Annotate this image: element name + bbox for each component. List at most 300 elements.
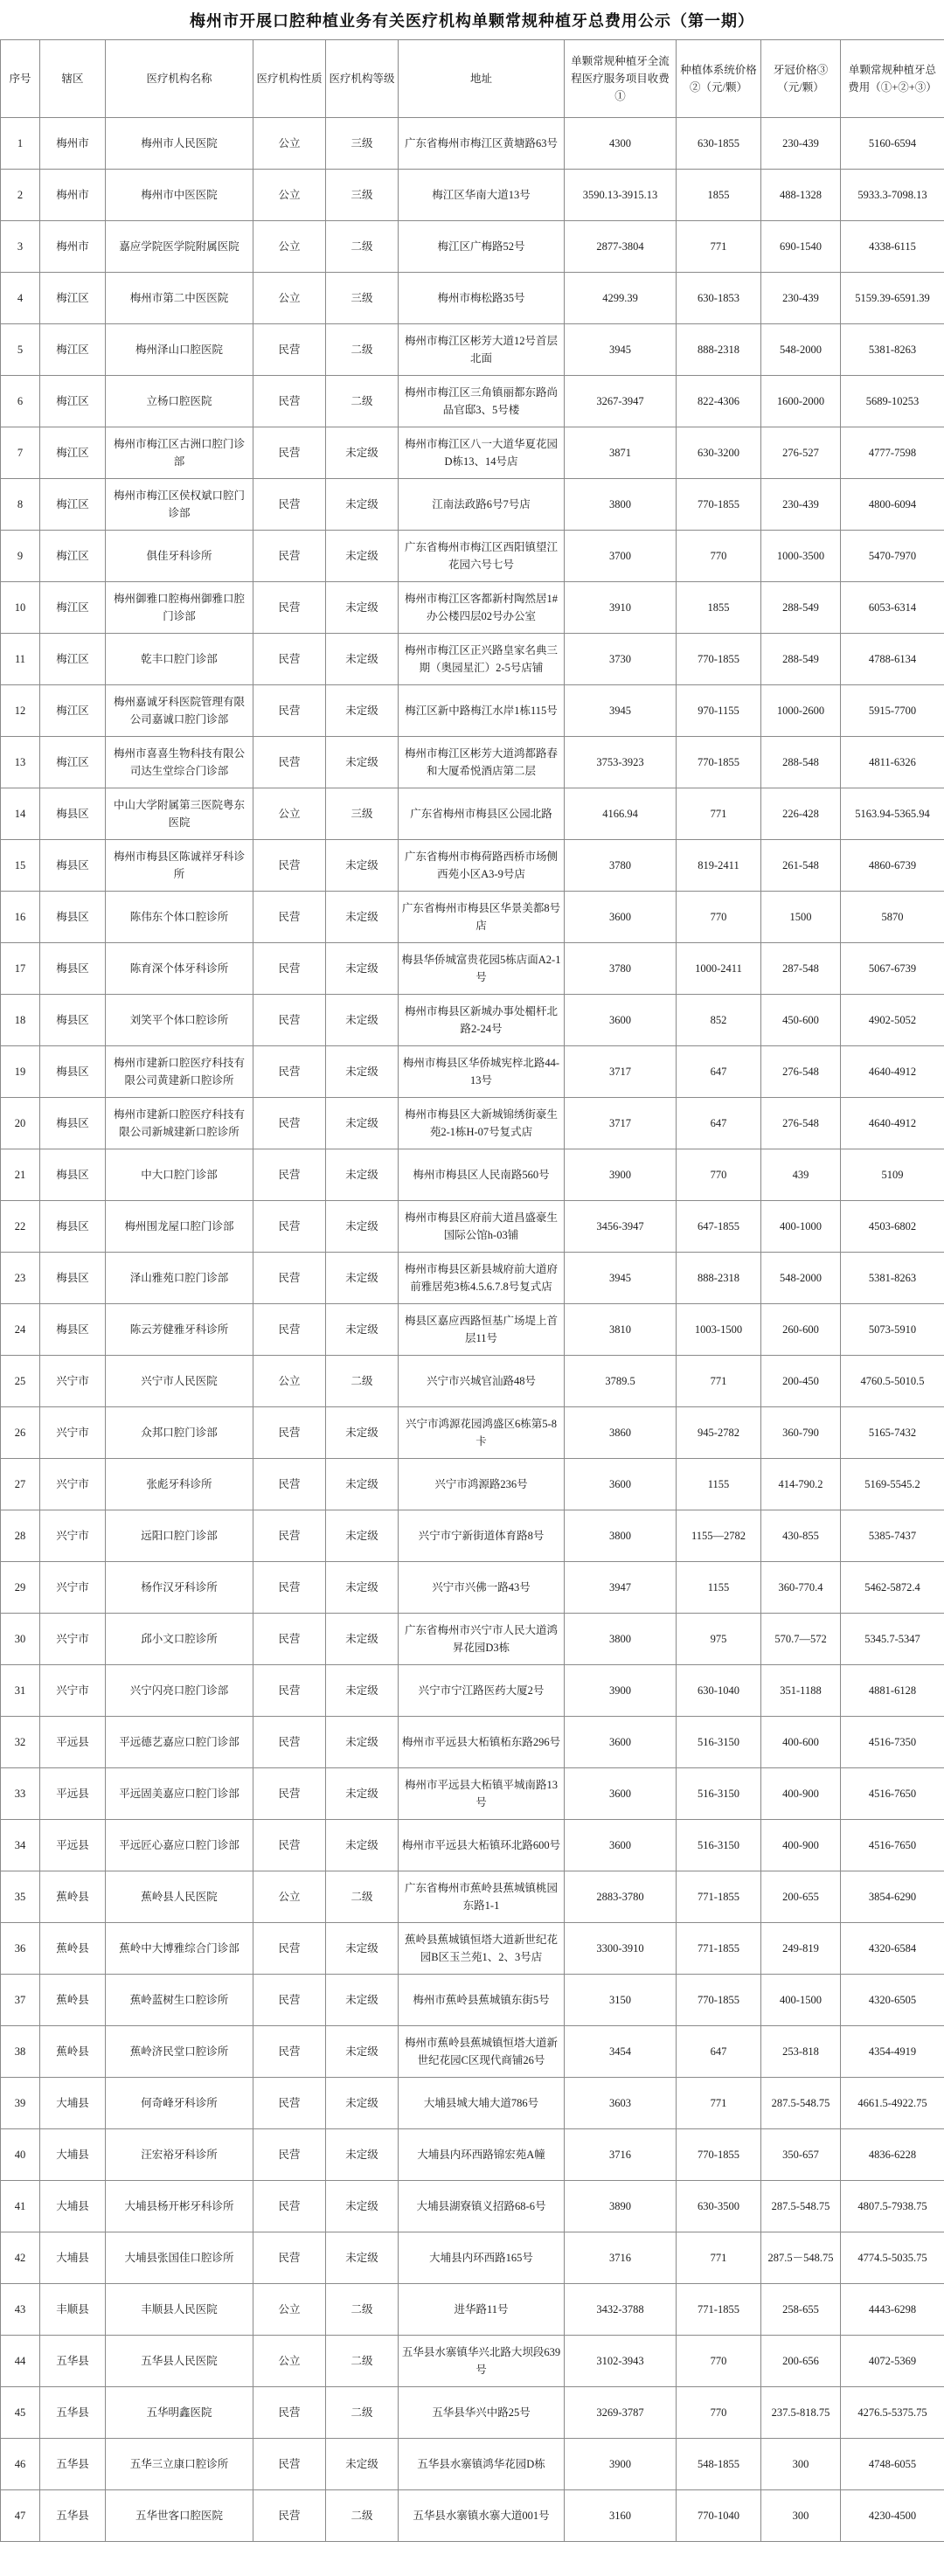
- cell-address: 大埔县城大埔大道786号: [399, 2078, 565, 2129]
- cell-service-fee: 3871: [565, 427, 677, 479]
- cell-total-fee: 5470-7970: [841, 531, 944, 582]
- cell-level: 二级: [326, 1871, 399, 1923]
- cell-service-fee: 3800: [565, 479, 677, 531]
- cell-level: 未定级: [326, 582, 399, 634]
- cell-name: 梅州御雅口腔梅州御雅口腔门诊部: [106, 582, 253, 634]
- cell-total-fee: 4760.5-5010.5: [841, 1356, 944, 1407]
- cell-total-fee: 5169-5545.2: [841, 1459, 944, 1510]
- table-row: [1, 1665, 944, 1717]
- cell-level: 未定级: [326, 1304, 399, 1356]
- cell-service-fee: 3910: [565, 582, 677, 634]
- cell-no: 6: [1, 376, 40, 427]
- cell-crown-price: 414-790.2: [761, 1459, 841, 1510]
- cell-no: 14: [1, 788, 40, 840]
- cell-district: 兴宁市: [40, 1562, 106, 1614]
- cell-implant-price: 770: [677, 1149, 761, 1201]
- table-row: [1, 840, 944, 892]
- cell-no: 5: [1, 324, 40, 376]
- cell-nature: 民营: [253, 1562, 326, 1614]
- cell-total-fee: 4836-6228: [841, 2129, 944, 2181]
- cell-implant-price: 516-3150: [677, 1717, 761, 1768]
- cell-district: 兴宁市: [40, 1459, 106, 1510]
- cell-crown-price: 400-900: [761, 1820, 841, 1871]
- table-row: [1, 2026, 944, 2078]
- cell-name: 梅州市梅江区古洲口腔门诊部: [106, 427, 253, 479]
- cell-service-fee: 3454: [565, 2026, 677, 2078]
- cell-implant-price: 516-3150: [677, 1768, 761, 1820]
- table-row: [1, 2232, 944, 2284]
- cell-implant-price: 770-1855: [677, 1975, 761, 2026]
- cell-nature: 民营: [253, 737, 326, 788]
- cell-service-fee: 3700: [565, 531, 677, 582]
- cell-implant-price: 630-3200: [677, 427, 761, 479]
- cell-implant-price: 888-2318: [677, 1253, 761, 1304]
- table-header: [1, 40, 944, 118]
- cell-district: 梅江区: [40, 634, 106, 685]
- cell-level: 三级: [326, 170, 399, 221]
- cell-address: 梅州市梅江区彬芳大道12号首层北面: [399, 324, 565, 376]
- cell-address: 大埔县内环西路锦宏苑A幢: [399, 2129, 565, 2181]
- table-row: [1, 273, 944, 324]
- cell-level: 未定级: [326, 1665, 399, 1717]
- cell-no: 39: [1, 2078, 40, 2129]
- cell-implant-price: 630-1853: [677, 273, 761, 324]
- header-name: 医疗机构名称: [106, 40, 253, 118]
- cell-name: 梅州围龙屋口腔门诊部: [106, 1201, 253, 1253]
- cell-name: 平远固美嘉应口腔门诊部: [106, 1768, 253, 1820]
- cell-crown-price: 287.5-548.75: [761, 2181, 841, 2232]
- cell-total-fee: 4640-4912: [841, 1098, 944, 1149]
- cell-level: 二级: [326, 376, 399, 427]
- cell-name: 五华县人民医院: [106, 2336, 253, 2387]
- cell-total-fee: 5462-5872.4: [841, 1562, 944, 1614]
- cell-crown-price: 360-790: [761, 1407, 841, 1459]
- cell-crown-price: 287.5－548.75: [761, 2232, 841, 2284]
- table-row: [1, 1149, 944, 1201]
- table-row: [1, 2129, 944, 2181]
- cell-name: 乾丰口腔门诊部: [106, 634, 253, 685]
- cell-level: 未定级: [326, 2129, 399, 2181]
- cell-no: 46: [1, 2439, 40, 2490]
- table-row: [1, 1510, 944, 1562]
- cell-name: 泽山雅苑口腔门诊部: [106, 1253, 253, 1304]
- cell-crown-price: 360-770.4: [761, 1562, 841, 1614]
- cell-district: 平远县: [40, 1820, 106, 1871]
- cell-district: 大埔县: [40, 2181, 106, 2232]
- cell-implant-price: 647: [677, 2026, 761, 2078]
- cell-name: 邱小文口腔诊所: [106, 1614, 253, 1665]
- cell-name: 张彪牙科诊所: [106, 1459, 253, 1510]
- cell-implant-price: 771: [677, 1356, 761, 1407]
- cell-address: 梅州市梅江区客都新村陶然居1#办公楼四层02号办公室: [399, 582, 565, 634]
- cell-name: 陈伟东个体口腔诊所: [106, 892, 253, 943]
- cell-nature: 民营: [253, 479, 326, 531]
- cell-service-fee: 2877-3804: [565, 221, 677, 273]
- table-row: [1, 479, 944, 531]
- cell-name: 陈育深个体牙科诊所: [106, 943, 253, 995]
- cell-implant-price: 770: [677, 892, 761, 943]
- cell-service-fee: 3945: [565, 685, 677, 737]
- cell-name: 梅州市梅县区陈诚祥牙科诊所: [106, 840, 253, 892]
- cell-service-fee: 3300-3910: [565, 1923, 677, 1975]
- cell-implant-price: 770: [677, 531, 761, 582]
- cell-no: 43: [1, 2284, 40, 2336]
- cell-address: 兴宁市兴城官汕路48号: [399, 1356, 565, 1407]
- cell-nature: 民营: [253, 943, 326, 995]
- cell-no: 9: [1, 531, 40, 582]
- cell-no: 47: [1, 2490, 40, 2542]
- header-level: 医疗机构等级: [326, 40, 399, 118]
- cell-address: 五华县华兴中路25号: [399, 2387, 565, 2439]
- cell-name: 五华明鑫医院: [106, 2387, 253, 2439]
- table-row: [1, 1614, 944, 1665]
- cell-name: 兴宁市人民医院: [106, 1356, 253, 1407]
- cell-total-fee: 5870: [841, 892, 944, 943]
- cell-implant-price: 888-2318: [677, 324, 761, 376]
- cell-level: 未定级: [326, 1614, 399, 1665]
- cell-district: 五华县: [40, 2336, 106, 2387]
- cell-total-fee: 6053-6314: [841, 582, 944, 634]
- cell-service-fee: 3945: [565, 1253, 677, 1304]
- cell-nature: 民营: [253, 1665, 326, 1717]
- cell-nature: 民营: [253, 1614, 326, 1665]
- cell-crown-price: 276-527: [761, 427, 841, 479]
- cell-district: 梅江区: [40, 531, 106, 582]
- cell-nature: 民营: [253, 1253, 326, 1304]
- cell-crown-price: 230-439: [761, 273, 841, 324]
- cell-address: 五华县水寨镇鸿华花园D栋: [399, 2439, 565, 2490]
- cell-level: 未定级: [326, 1820, 399, 1871]
- cell-level: 未定级: [326, 2026, 399, 2078]
- cell-service-fee: 3789.5: [565, 1356, 677, 1407]
- cell-district: 丰顺县: [40, 2284, 106, 2336]
- cell-total-fee: 4902-5052: [841, 995, 944, 1046]
- cell-no: 21: [1, 1149, 40, 1201]
- cell-crown-price: 1000-3500: [761, 531, 841, 582]
- cell-nature: 民营: [253, 324, 326, 376]
- cell-implant-price: 822-4306: [677, 376, 761, 427]
- cell-address: 广东省梅州市梅江区西阳镇望江花园六号七号: [399, 531, 565, 582]
- table-row: [1, 737, 944, 788]
- cell-total-fee: 3854-6290: [841, 1871, 944, 1923]
- table-row: [1, 221, 944, 273]
- cell-address: 梅州市平远县大柘镇柘东路296号: [399, 1717, 565, 1768]
- cell-no: 27: [1, 1459, 40, 1510]
- cell-total-fee: 5165-7432: [841, 1407, 944, 1459]
- cell-no: 10: [1, 582, 40, 634]
- table-row: [1, 2181, 944, 2232]
- cell-name: 众邦口腔门诊部: [106, 1407, 253, 1459]
- cell-address: 梅州市梅县区新县城府前大道府前雅居苑3栋4.5.6.7.8号复式店: [399, 1253, 565, 1304]
- cell-address: 广东省梅州市梅县区公园北路: [399, 788, 565, 840]
- cell-nature: 公立: [253, 221, 326, 273]
- cell-level: 未定级: [326, 1768, 399, 1820]
- cell-total-fee: 4072-5369: [841, 2336, 944, 2387]
- cell-implant-price: 771: [677, 788, 761, 840]
- cell-nature: 民营: [253, 1098, 326, 1149]
- cell-total-fee: 4774.5-5035.75: [841, 2232, 944, 2284]
- table-row: [1, 685, 944, 737]
- cell-crown-price: 200-450: [761, 1356, 841, 1407]
- cell-no: 45: [1, 2387, 40, 2439]
- cell-name: 五华世客口腔医院: [106, 2490, 253, 2542]
- cell-service-fee: 3800: [565, 1614, 677, 1665]
- cell-crown-price: 200-656: [761, 2336, 841, 2387]
- cell-level: 未定级: [326, 479, 399, 531]
- cell-district: 兴宁市: [40, 1665, 106, 1717]
- cell-level: 未定级: [326, 1923, 399, 1975]
- cell-name: 梅州市建新口腔医疗科技有限公司新城建新口腔诊所: [106, 1098, 253, 1149]
- cell-district: 梅江区: [40, 427, 106, 479]
- cell-implant-price: 770: [677, 2387, 761, 2439]
- cell-nature: 民营: [253, 1923, 326, 1975]
- fee-table: [0, 39, 944, 2542]
- cell-no: 1: [1, 118, 40, 170]
- cell-total-fee: 4640-4912: [841, 1046, 944, 1098]
- cell-service-fee: 3600: [565, 995, 677, 1046]
- cell-nature: 民营: [253, 1201, 326, 1253]
- cell-no: 8: [1, 479, 40, 531]
- cell-crown-price: 400-1500: [761, 1975, 841, 2026]
- cell-address: 梅州市梅县区大新城锦绣街豪生苑2-1栋H-07号复式店: [399, 1098, 565, 1149]
- table-row: [1, 1407, 944, 1459]
- cell-service-fee: 3810: [565, 1304, 677, 1356]
- cell-nature: 民营: [253, 2078, 326, 2129]
- cell-level: 未定级: [326, 1459, 399, 1510]
- cell-level: 二级: [326, 1356, 399, 1407]
- cell-service-fee: 3730: [565, 634, 677, 685]
- cell-crown-price: 300: [761, 2439, 841, 2490]
- cell-service-fee: 3267-3947: [565, 376, 677, 427]
- cell-nature: 民营: [253, 1768, 326, 1820]
- cell-implant-price: 770-1855: [677, 2129, 761, 2181]
- cell-total-fee: 5067-6739: [841, 943, 944, 995]
- cell-crown-price: 488-1328: [761, 170, 841, 221]
- cell-district: 梅县区: [40, 1201, 106, 1253]
- cell-service-fee: 3900: [565, 1665, 677, 1717]
- table-row: [1, 1356, 944, 1407]
- cell-nature: 民营: [253, 840, 326, 892]
- cell-district: 梅县区: [40, 788, 106, 840]
- table-row: [1, 2490, 944, 2542]
- cell-address: 梅州市平远县大柘镇环北路600号: [399, 1820, 565, 1871]
- cell-district: 梅江区: [40, 479, 106, 531]
- cell-name: 刘笑平个体口腔诊所: [106, 995, 253, 1046]
- cell-implant-price: 771-1855: [677, 1871, 761, 1923]
- cell-address: 江南法政路6号7号店: [399, 479, 565, 531]
- cell-service-fee: 3456-3947: [565, 1201, 677, 1253]
- header-address: 地址: [399, 40, 565, 118]
- cell-total-fee: 4661.5-4922.75: [841, 2078, 944, 2129]
- cell-nature: 公立: [253, 273, 326, 324]
- cell-district: 梅县区: [40, 892, 106, 943]
- cell-district: 兴宁市: [40, 1356, 106, 1407]
- cell-nature: 民营: [253, 634, 326, 685]
- cell-name: 平远德艺嘉应口腔门诊部: [106, 1717, 253, 1768]
- cell-address: 五华县水寨镇华兴北路大坝段639号: [399, 2336, 565, 2387]
- cell-district: 梅江区: [40, 324, 106, 376]
- cell-address: 兴宁市兴佛一路43号: [399, 1562, 565, 1614]
- cell-name: 嘉应学院医学院附属医院: [106, 221, 253, 273]
- cell-address: 梅州市平远县大柘镇平城南路13号: [399, 1768, 565, 1820]
- cell-total-fee: 4800-6094: [841, 479, 944, 531]
- table-row: [1, 2387, 944, 2439]
- cell-crown-price: 276-548: [761, 1098, 841, 1149]
- cell-district: 梅县区: [40, 943, 106, 995]
- table-row: [1, 2078, 944, 2129]
- cell-nature: 民营: [253, 1975, 326, 2026]
- cell-level: 未定级: [326, 634, 399, 685]
- cell-level: 三级: [326, 118, 399, 170]
- cell-implant-price: 771: [677, 221, 761, 273]
- table-row: [1, 531, 944, 582]
- cell-total-fee: 4320-6505: [841, 1975, 944, 2026]
- cell-level: 未定级: [326, 1407, 399, 1459]
- table-row: [1, 2439, 944, 2490]
- cell-nature: 公立: [253, 2284, 326, 2336]
- cell-no: 15: [1, 840, 40, 892]
- header-district: 辖区: [40, 40, 106, 118]
- cell-nature: 民营: [253, 1149, 326, 1201]
- cell-district: 梅县区: [40, 1098, 106, 1149]
- cell-level: 未定级: [326, 1253, 399, 1304]
- table-row: [1, 634, 944, 685]
- cell-total-fee: 4230-4500: [841, 2490, 944, 2542]
- cell-name: 梅州市中医医院: [106, 170, 253, 221]
- cell-crown-price: 300: [761, 2490, 841, 2542]
- cell-total-fee: 4320-6584: [841, 1923, 944, 1975]
- cell-district: 梅县区: [40, 1149, 106, 1201]
- cell-level: 二级: [326, 2284, 399, 2336]
- cell-nature: 公立: [253, 1356, 326, 1407]
- cell-no: 20: [1, 1098, 40, 1149]
- cell-no: 34: [1, 1820, 40, 1871]
- cell-service-fee: 3603: [565, 2078, 677, 2129]
- cell-total-fee: 5345.7-5347: [841, 1614, 944, 1665]
- cell-implant-price: 630-1040: [677, 1665, 761, 1717]
- cell-name: 远阳口腔门诊部: [106, 1510, 253, 1562]
- cell-district: 梅县区: [40, 1046, 106, 1098]
- cell-no: 25: [1, 1356, 40, 1407]
- cell-crown-price: 237.5-818.75: [761, 2387, 841, 2439]
- cell-crown-price: 276-548: [761, 1046, 841, 1098]
- cell-service-fee: 3780: [565, 840, 677, 892]
- cell-implant-price: 771-1855: [677, 1923, 761, 1975]
- cell-total-fee: 4503-6802: [841, 1201, 944, 1253]
- cell-implant-price: 770-1855: [677, 479, 761, 531]
- cell-total-fee: 5689-10253: [841, 376, 944, 427]
- cell-crown-price: 1000-2600: [761, 685, 841, 737]
- cell-district: 梅江区: [40, 376, 106, 427]
- cell-level: 未定级: [326, 1149, 399, 1201]
- cell-implant-price: 647: [677, 1098, 761, 1149]
- cell-service-fee: 3102-3943: [565, 2336, 677, 2387]
- cell-district: 平远县: [40, 1768, 106, 1820]
- cell-address: 广东省梅州市梅江区黄塘路63号: [399, 118, 565, 170]
- cell-name: 大埔县张国佳口腔诊所: [106, 2232, 253, 2284]
- cell-name: 陈云芳健雅牙科诊所: [106, 1304, 253, 1356]
- cell-service-fee: 3600: [565, 892, 677, 943]
- cell-service-fee: 3753-3923: [565, 737, 677, 788]
- cell-crown-price: 261-548: [761, 840, 841, 892]
- cell-level: 三级: [326, 788, 399, 840]
- cell-nature: 民营: [253, 2129, 326, 2181]
- cell-service-fee: 3860: [565, 1407, 677, 1459]
- cell-level: 未定级: [326, 2078, 399, 2129]
- table-row: [1, 995, 944, 1046]
- cell-level: 未定级: [326, 1098, 399, 1149]
- cell-name: 梅州嘉诚牙科医院管理有限公司嘉诚口腔门诊部: [106, 685, 253, 737]
- cell-service-fee: 3800: [565, 1510, 677, 1562]
- cell-implant-price: 630-3500: [677, 2181, 761, 2232]
- cell-nature: 民营: [253, 1407, 326, 1459]
- cell-no: 32: [1, 1717, 40, 1768]
- cell-address: 大埔县湖寮镇义招路68-6号: [399, 2181, 565, 2232]
- cell-total-fee: 4516-7650: [841, 1768, 944, 1820]
- cell-service-fee: 3945: [565, 324, 677, 376]
- cell-district: 五华县: [40, 2387, 106, 2439]
- cell-no: 4: [1, 273, 40, 324]
- cell-address: 梅州市梅江区正兴路皇家名典三期（奥园星汇）2-5号店铺: [399, 634, 565, 685]
- cell-district: 兴宁市: [40, 1407, 106, 1459]
- cell-crown-price: 1600-2000: [761, 376, 841, 427]
- cell-crown-price: 230-439: [761, 118, 841, 170]
- cell-implant-price: 970-1155: [677, 685, 761, 737]
- cell-name: 梅州市喜喜生物科技有限公司达生堂综合门诊部: [106, 737, 253, 788]
- cell-district: 大埔县: [40, 2232, 106, 2284]
- cell-name: 杨作汉牙科诊所: [106, 1562, 253, 1614]
- cell-crown-price: 690-1540: [761, 221, 841, 273]
- cell-crown-price: 253-818: [761, 2026, 841, 2078]
- cell-address: 广东省梅州市梅县区华景美都8号店: [399, 892, 565, 943]
- cell-nature: 民营: [253, 1304, 326, 1356]
- header-no: 序号: [1, 40, 40, 118]
- cell-crown-price: 260-600: [761, 1304, 841, 1356]
- cell-no: 42: [1, 2232, 40, 2284]
- cell-level: 二级: [326, 2490, 399, 2542]
- cell-address: 广东省梅州市蕉岭县蕉城镇桃园东路1-1: [399, 1871, 565, 1923]
- cell-nature: 民营: [253, 892, 326, 943]
- table-row: [1, 2336, 944, 2387]
- cell-level: 未定级: [326, 531, 399, 582]
- cell-implant-price: 1000-2411: [677, 943, 761, 995]
- cell-service-fee: 3900: [565, 2439, 677, 2490]
- cell-level: 二级: [326, 2387, 399, 2439]
- cell-total-fee: 5163.94-5365.94: [841, 788, 944, 840]
- cell-address: 兴宁市宁新街道体育路8号: [399, 1510, 565, 1562]
- cell-level: 未定级: [326, 2181, 399, 2232]
- cell-no: 23: [1, 1253, 40, 1304]
- cell-no: 29: [1, 1562, 40, 1614]
- cell-address: 梅州市梅松路35号: [399, 273, 565, 324]
- header-service-fee: 单颗常规种植牙全流程医疗服务项目收费①: [565, 40, 677, 118]
- cell-district: 五华县: [40, 2439, 106, 2490]
- cell-no: 38: [1, 2026, 40, 2078]
- cell-no: 31: [1, 1665, 40, 1717]
- cell-service-fee: 3160: [565, 2490, 677, 2542]
- cell-level: 未定级: [326, 737, 399, 788]
- cell-no: 28: [1, 1510, 40, 1562]
- cell-crown-price: 439: [761, 1149, 841, 1201]
- cell-implant-price: 771: [677, 2232, 761, 2284]
- cell-name: 何奇峰牙科诊所: [106, 2078, 253, 2129]
- cell-level: 未定级: [326, 943, 399, 995]
- cell-service-fee: 3432-3788: [565, 2284, 677, 2336]
- cell-implant-price: 770-1040: [677, 2490, 761, 2542]
- cell-implant-price: 1155: [677, 1459, 761, 1510]
- cell-service-fee: 3780: [565, 943, 677, 995]
- page-title: 梅州市开展口腔种植业务有关医疗机构单颗常规种植牙总费用公示（第一期）: [190, 12, 754, 30]
